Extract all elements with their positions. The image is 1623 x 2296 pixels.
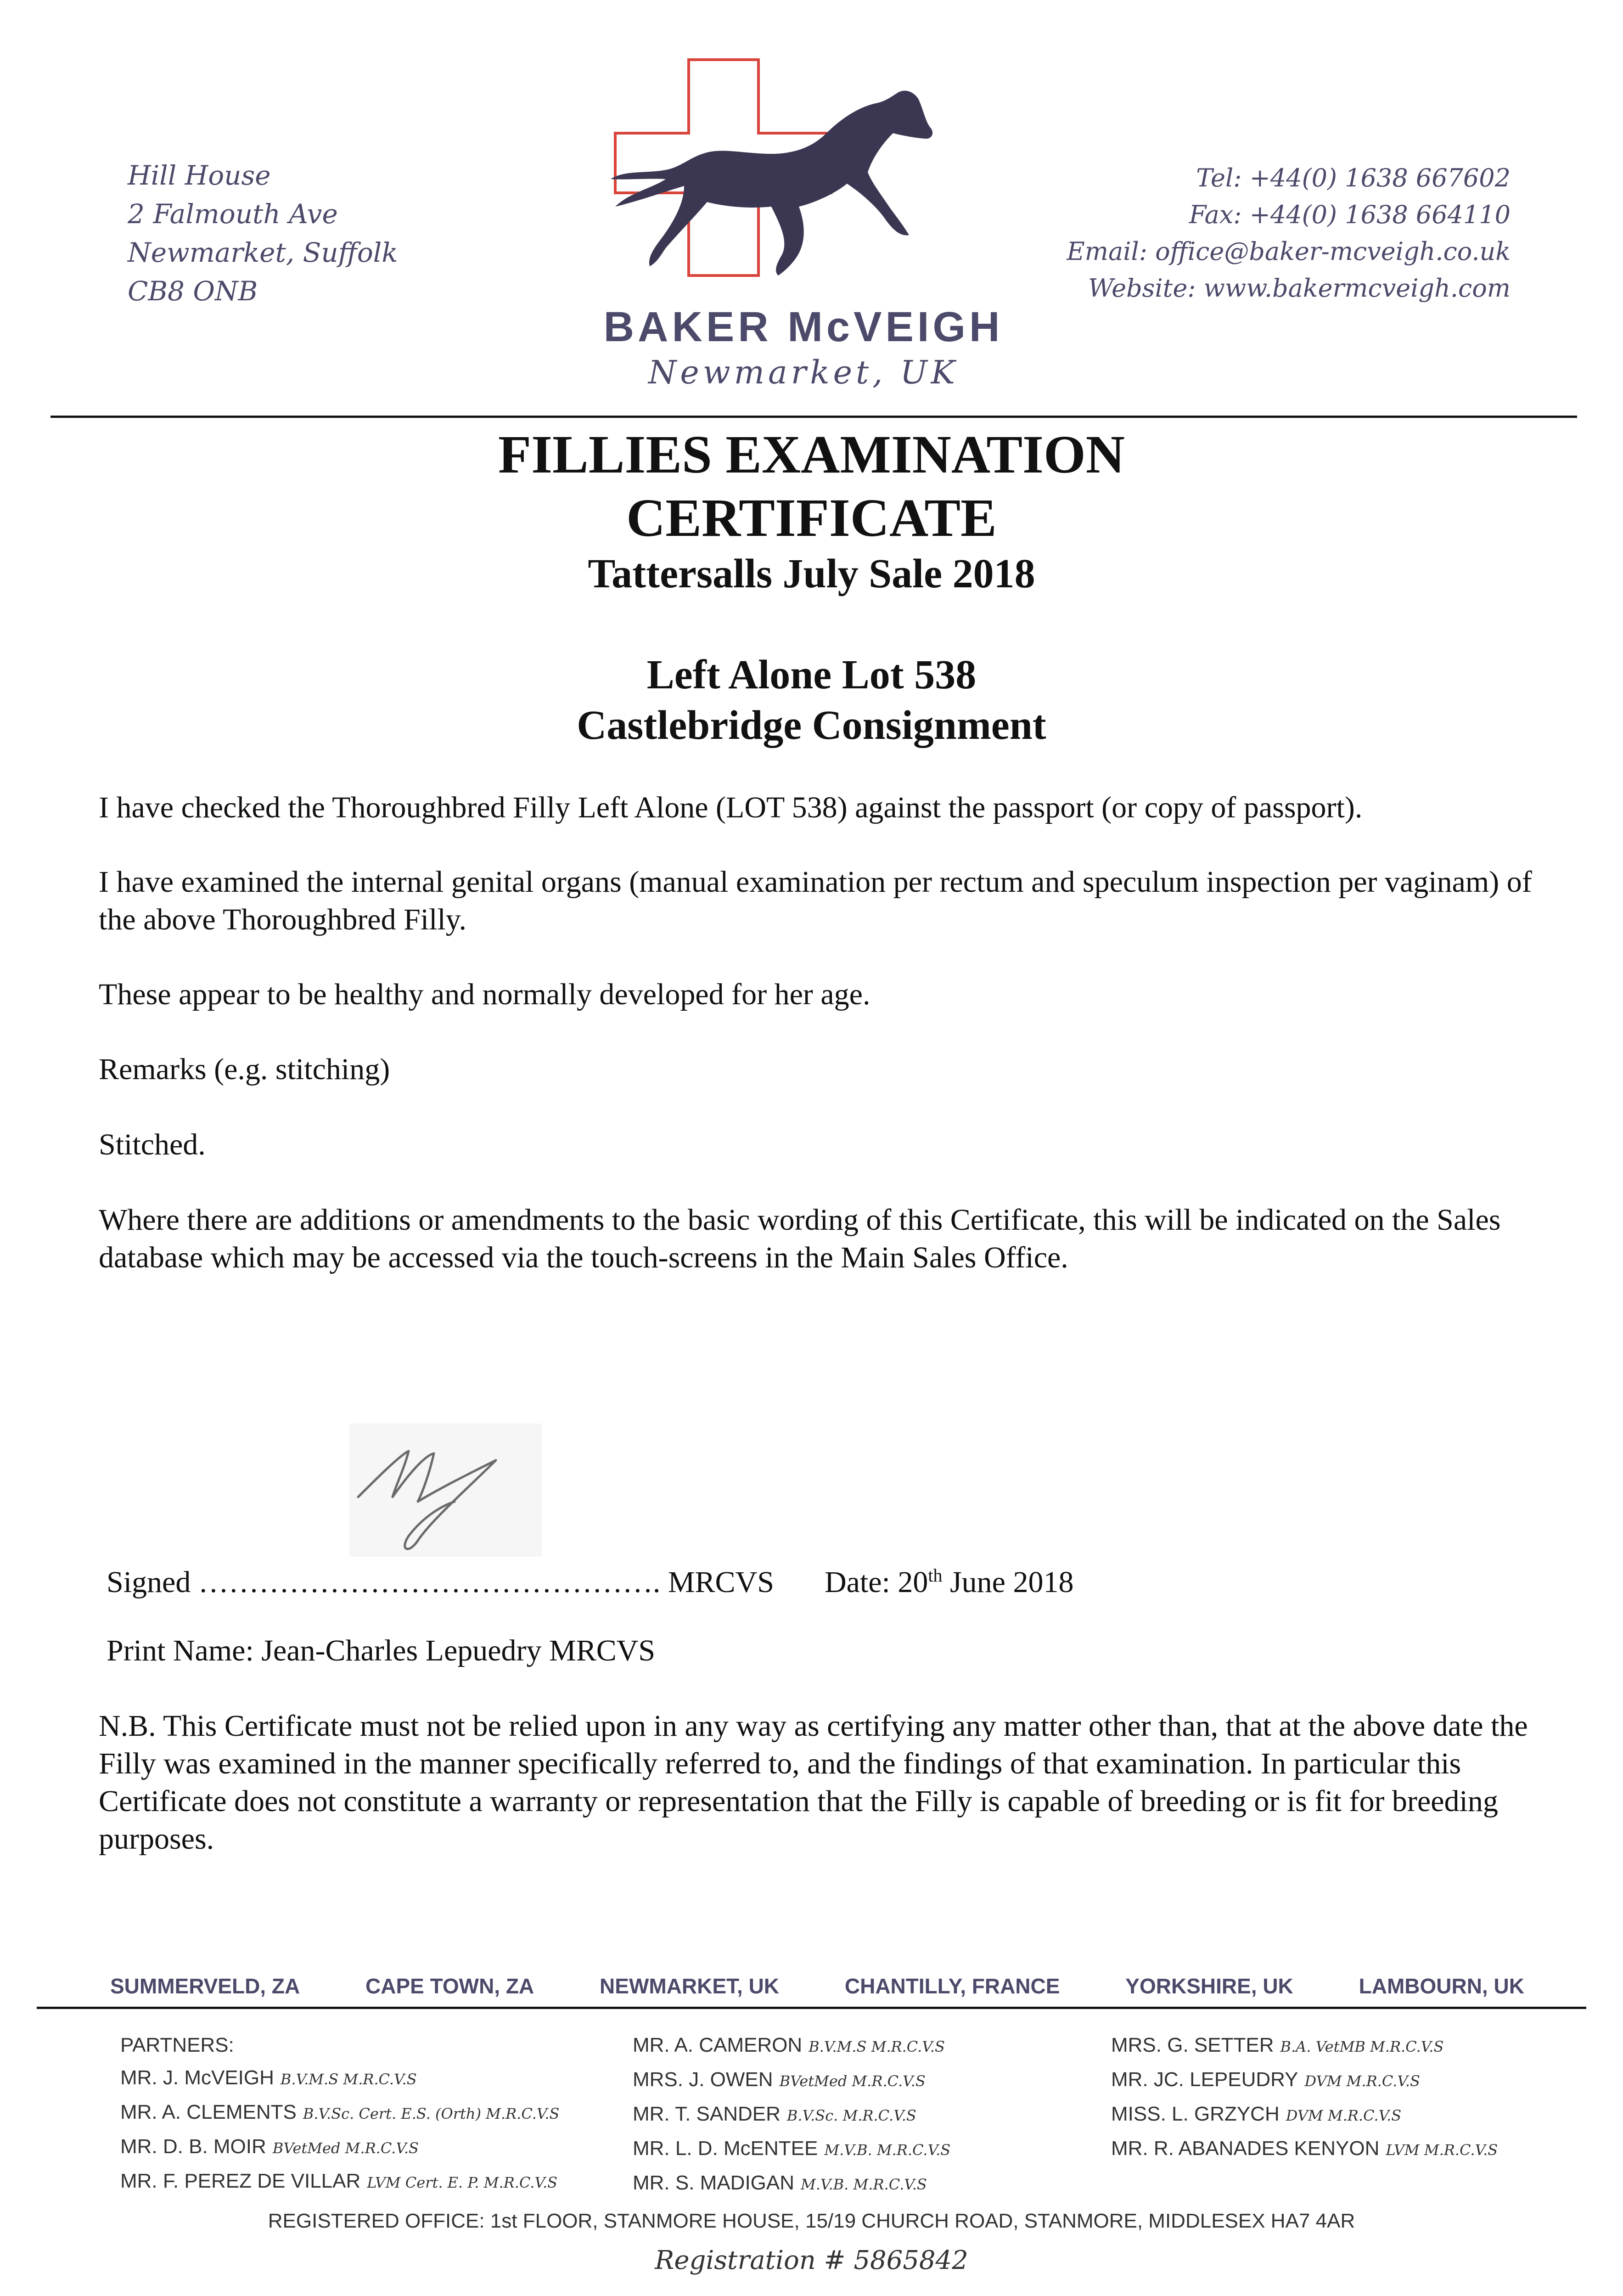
certificate-title-line2: CERTIFICATE	[626, 488, 997, 548]
partner-name: MR. S. MADIGAN	[633, 2172, 795, 2194]
handwritten-signature-icon	[349, 1424, 542, 1557]
company-address	[128, 156, 398, 310]
location-item: NEWMARKET, UK	[600, 1974, 780, 1998]
address-line: Hill House	[128, 160, 271, 191]
partner-name: MR. JC. LEPEUDRY	[1111, 2068, 1298, 2091]
partner-entry	[1111, 2063, 1498, 2098]
partner-qualifications: DVM M.R.C.V.S	[1286, 2107, 1402, 2124]
signature-line	[107, 1557, 1073, 1601]
header-divider	[51, 416, 1577, 418]
contact-fax: Fax: +44(0) 1638 664110	[1189, 200, 1511, 229]
partner-qualifications: BVetMed M.R.C.V.S	[779, 2072, 926, 2090]
remarks-value: Stitched.	[99, 1128, 206, 1161]
partner-name: MR. T. SANDER	[633, 2103, 781, 2125]
partner-qualifications: LVM Cert. E. P. M.R.C.V.S	[367, 2174, 558, 2191]
partner-entry	[633, 2098, 950, 2132]
date-suffix: June 2018	[942, 1565, 1074, 1599]
partner-entry	[1111, 2029, 1498, 2063]
print-name: Print Name: Jean-Charles Lepuedry MRCVS	[107, 1634, 656, 1667]
partner-name: MISS. L. GRZYCH	[1111, 2103, 1280, 2125]
body-paragraph: I have examined the internal genital organs (manual examination per rectum and speculum inspection per vaginam) of the above Thoroughbred Filly.	[99, 865, 1532, 936]
lot-name: Left Alone Lot 538	[646, 652, 977, 698]
date-prefix: Date: 20	[824, 1565, 928, 1599]
partner-name: MR. A. CAMERON	[633, 2034, 803, 2056]
body-paragraph: These appear to be healthy and normally developed for her age.	[99, 978, 870, 1011]
nb-disclaimer: N.B. This Certificate must not be relied upon in any way as certifying any matter other than, that at the above date the Filly was examined in the manner specifically referred to, and the findings of that examination. In particular this Certificate does not constitute a warranty or representation that the Filly is capable of breeding or is fit for breeding purposes.	[99, 1709, 1528, 1856]
registered-office: REGISTERED OFFICE: 1st FLOOR, STANMORE HOUSE, 15/19 CHURCH ROAD, STANMORE, MIDDLESEX HA7 4AR	[268, 2210, 1355, 2232]
partner-name: MR. L. D. McENTEE	[633, 2137, 818, 2160]
address-line: CB8 ONB	[128, 276, 258, 307]
partner-qualifications: BVetMed M.R.C.V.S	[272, 2139, 419, 2157]
footer-divider	[37, 2007, 1586, 2009]
partner-qualifications: B.V.M.S M.R.C.V.S	[280, 2071, 417, 2088]
location-item: CHANTILLY, FRANCE	[844, 1974, 1060, 1998]
contact-email: Email: office@baker-mcveigh.co.uk	[1067, 237, 1511, 266]
partner-name: MR. F. PEREZ DE VILLAR	[120, 2170, 361, 2192]
partner-qualifications: M.V.B. M.R.C.V.S	[824, 2141, 951, 2159]
partner-name: MR. A. CLEMENTS	[120, 2101, 297, 2123]
partner-entry	[633, 2063, 950, 2098]
partner-qualifications: B.V.Sc. Cert. E.S. (Orth) M.R.C.V.S	[303, 2105, 560, 2122]
date-ordinal: th	[928, 1565, 943, 1586]
partner-entry	[633, 2132, 950, 2167]
sale-name: Tattersalls July Sale 2018	[588, 551, 1035, 597]
partner-name: MRS. J. OWEN	[633, 2068, 773, 2091]
location-item: LAMBOURN, UK	[1359, 1974, 1524, 1998]
partner-entry	[1111, 2132, 1498, 2167]
partner-entry	[633, 2167, 950, 2201]
brand-name: BAKER McVEIGH	[603, 304, 1004, 350]
partner-qualifications: B.V.M.S M.R.C.V.S	[809, 2038, 945, 2055]
partner-qualifications: DVM M.R.C.V.S	[1304, 2072, 1420, 2090]
partners-column-2	[633, 2029, 950, 2201]
partner-name: MRS. G. SETTER	[1111, 2034, 1274, 2056]
partner-entry	[120, 2061, 559, 2096]
location-item: YORKSHIRE, UK	[1125, 1974, 1293, 1998]
partners-label: PARTNERS:	[120, 2034, 234, 2056]
partner-qualifications: LVM M.R.C.V.S	[1386, 2141, 1498, 2159]
partner-qualifications: B.A. VetMB M.R.C.V.S	[1280, 2038, 1444, 2055]
address-line: 2 Falmouth Ave	[128, 198, 338, 230]
consignment-name: Castlebridge Consignment	[577, 703, 1046, 748]
partner-entry	[1111, 2098, 1498, 2132]
partner-name: MR. R. ABANADES KENYON	[1111, 2137, 1380, 2160]
partners-column-3	[1111, 2029, 1498, 2167]
partner-name: MR. J. McVEIGH	[120, 2066, 274, 2089]
address-line: Newmarket, Suffolk	[128, 237, 398, 268]
office-locations	[110, 1974, 1524, 1998]
body-paragraph: I have checked the Thoroughbred Filly Left Alone (LOT 538) against the passport (or copy of passport).	[99, 791, 1363, 824]
partners-column-1	[120, 2029, 559, 2199]
location-item: SUMMERVELD, ZA	[110, 1974, 300, 1998]
partner-entry	[120, 2165, 559, 2199]
contact-details	[1051, 160, 1511, 307]
contact-tel: Tel: +44(0) 1638 667602	[1196, 163, 1511, 192]
registration-number: Registration # 5865842	[655, 2245, 968, 2275]
partner-entry	[120, 2096, 559, 2130]
partner-name: MR. D. B. MOIR	[120, 2135, 266, 2158]
partner-entry	[120, 2130, 559, 2165]
partner-qualifications: M.V.B. M.R.C.V.S	[801, 2176, 927, 2193]
location-item: CAPE TOWN, ZA	[365, 1974, 534, 1998]
certificate-title-line1: FILLIES EXAMINATION	[498, 424, 1125, 484]
remarks-label: Remarks (e.g. stitching)	[99, 1052, 390, 1086]
partner-entry	[633, 2029, 950, 2063]
contact-website: Website: www.bakermcveigh.com	[1088, 274, 1511, 303]
body-paragraph: Where there are additions or amendments to the basic wording of this Certificate, this will be indicated on the Sales database which may be accessed via the touch-screens in the Main Sales Office.	[99, 1203, 1501, 1274]
partner-qualifications: B.V.Sc. M.R.C.V.S	[786, 2107, 916, 2124]
brand-location: Newmarket, UK	[648, 354, 959, 391]
signed-label: Signed ………………………………………. MRCVS	[107, 1565, 774, 1599]
